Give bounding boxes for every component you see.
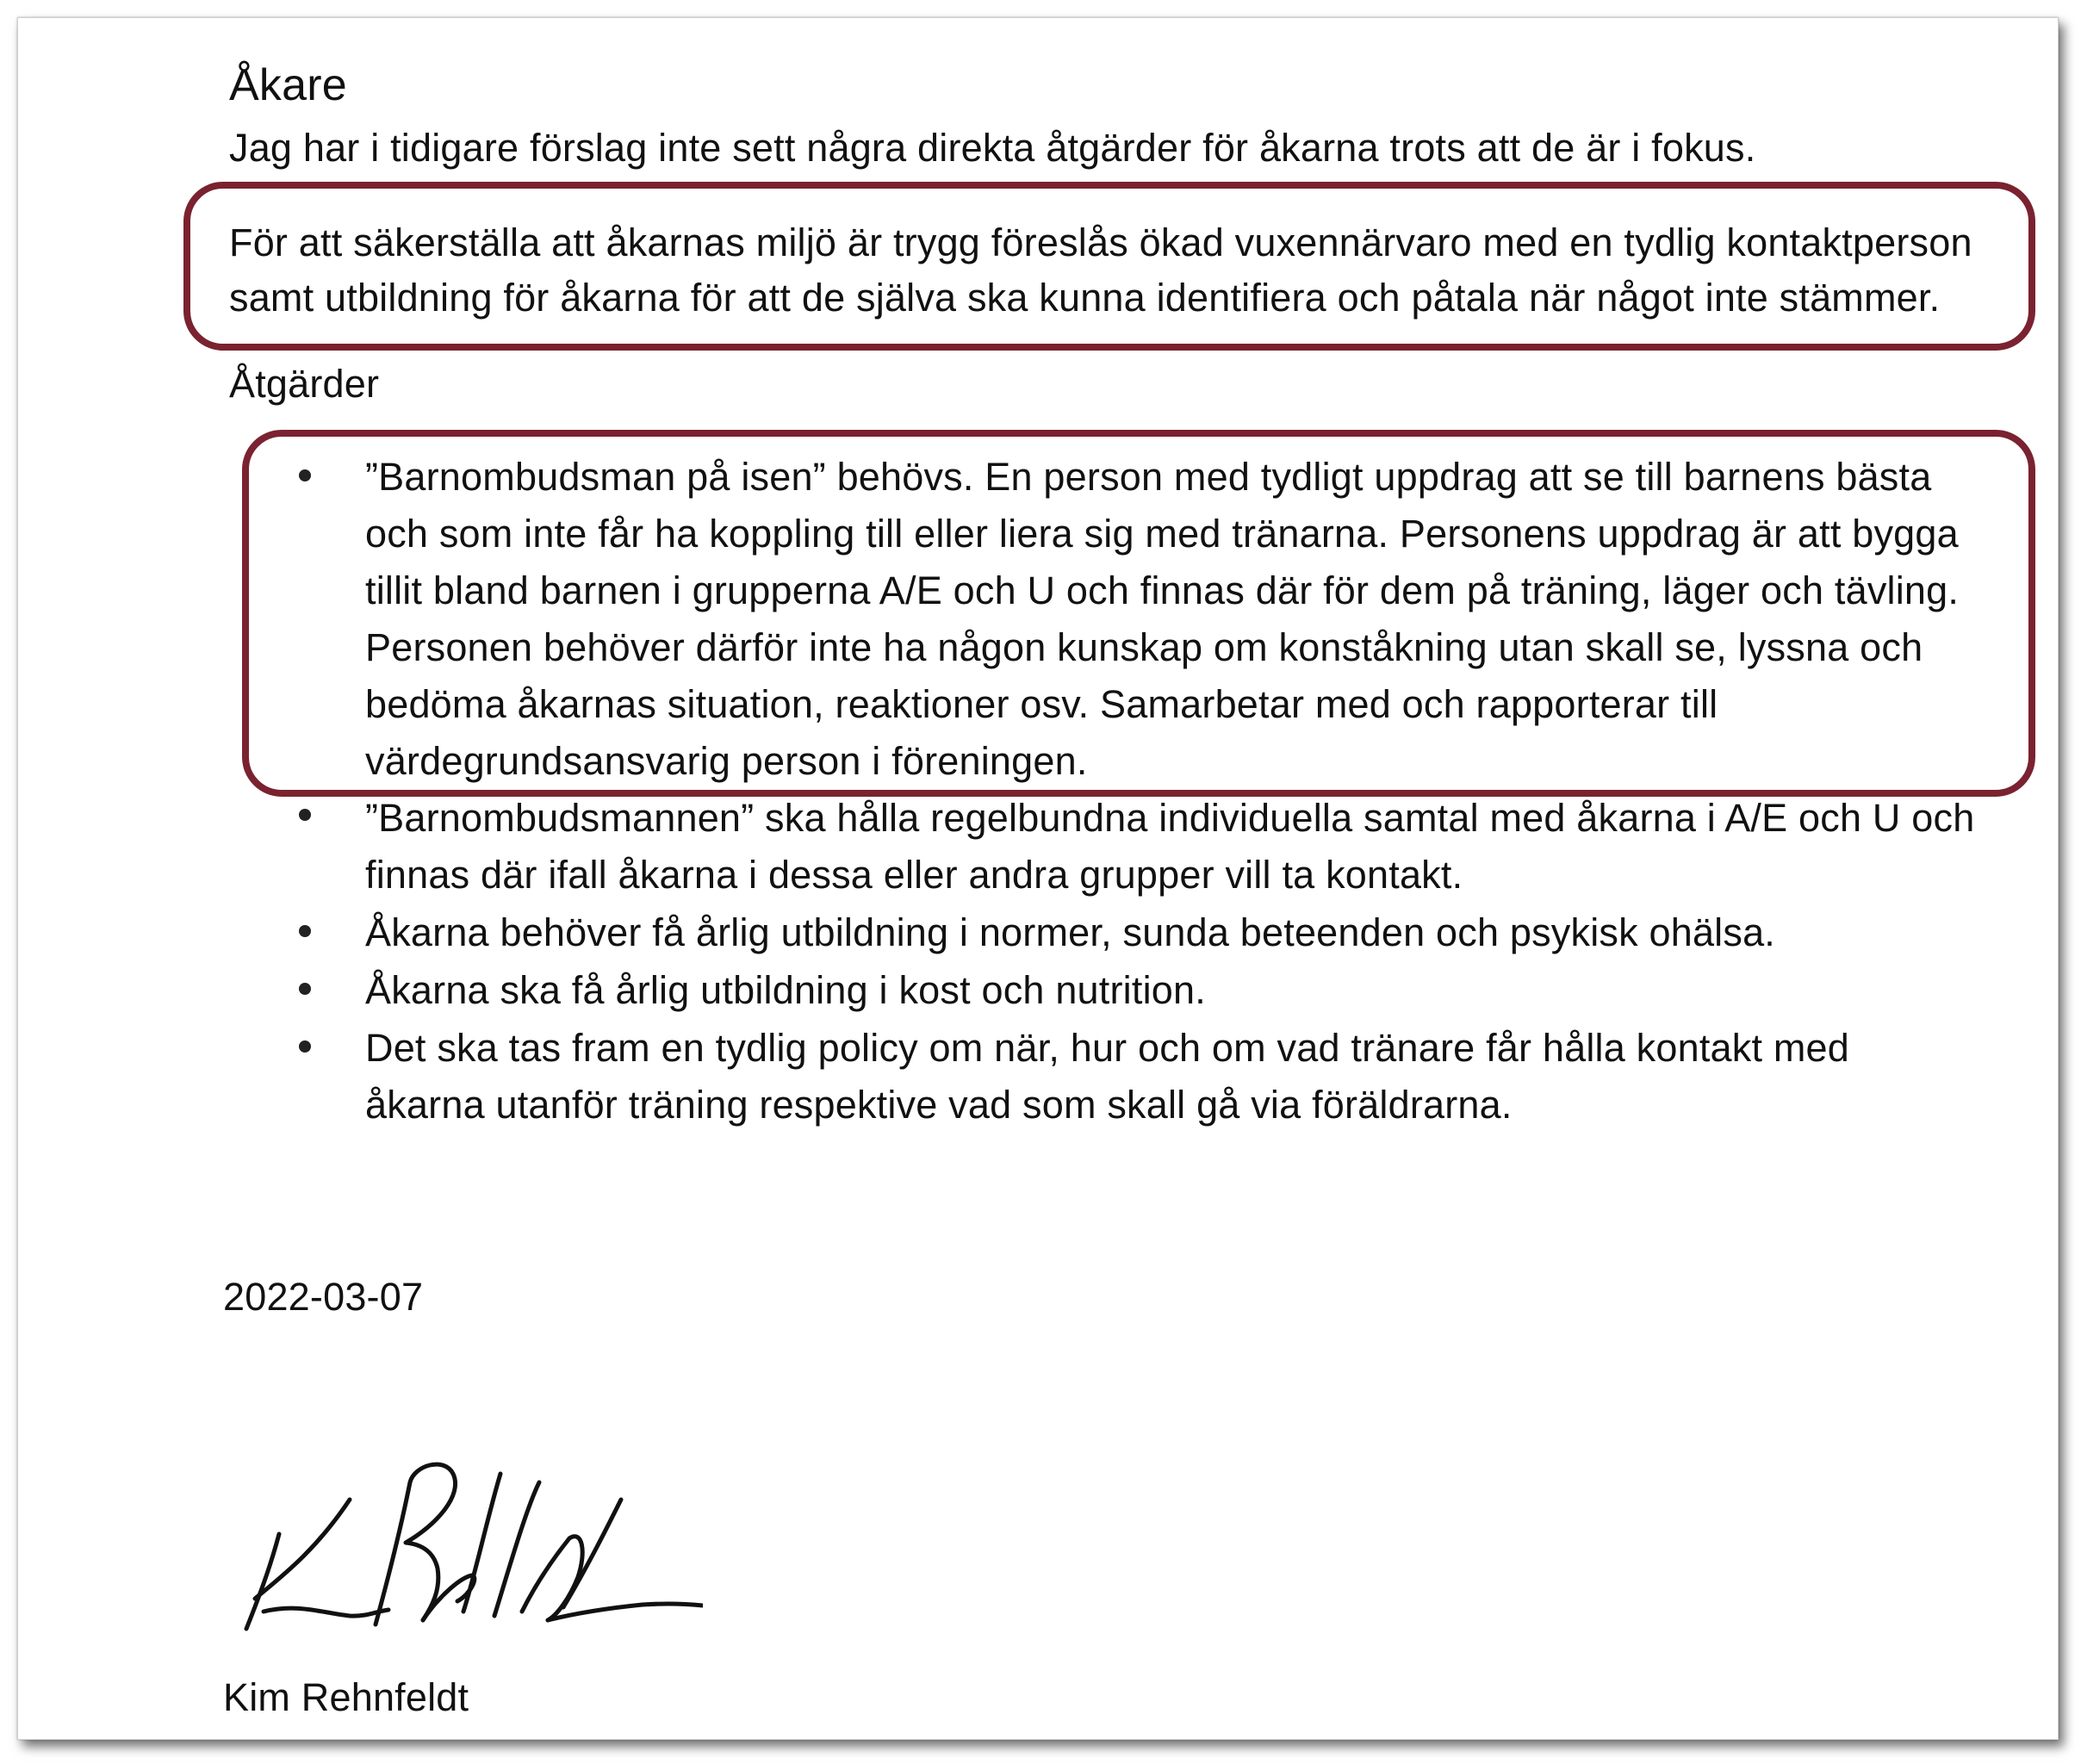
proposal-line-1: För att säkerställa att åkarnas miljö är trygg föreslås ökad vuxennärvaro med en tydlig kontaktperson <box>229 220 1972 264</box>
bullet-1-line-2: och som inte får ha koppling till eller liera sig med tränarna. Personens uppdrag är att bygga <box>365 512 1959 556</box>
bullet-1-line-4: Personen behöver därför inte ha någon kunskap om konståkning utan skall se, lyssna och <box>365 625 1923 669</box>
bullet-dot <box>299 469 311 481</box>
bullet-dot <box>299 809 311 821</box>
signatory-name: Kim Rehnfeldt <box>223 1675 469 1719</box>
bullet-3-line-1: Åkarna behöver få årlig utbildning i normer, sunda beteenden och psykisk ohälsa. <box>365 910 1776 954</box>
bullet-4-line-1: Åkarna ska få årlig utbildning i kost och nutrition. <box>365 968 1206 1012</box>
document-page <box>17 17 2059 1740</box>
handwritten-signature <box>238 1448 703 1637</box>
bullet-2-line-1: ”Barnombudsmannen” ska hålla regelbundna individuella samtal med åkarna i A/E och U och <box>365 796 1975 840</box>
document-date: 2022-03-07 <box>223 1275 424 1319</box>
bullet-5-line-1: Det ska tas fram en tydlig policy om när, hur och om vad tränare får hålla kontakt med <box>365 1026 1850 1070</box>
measures-heading: Åtgärder <box>229 362 380 406</box>
bullet-5-line-2: åkarna utanför träning respektive vad som skall gå via föräldrarna. <box>365 1083 1513 1127</box>
intro-text: Jag har i tidigare förslag inte sett några direkta åtgärder för åkarna trots att de är i fokus. <box>229 126 1756 170</box>
bullet-1-line-6: värdegrundsansvarig person i föreningen. <box>365 739 1088 783</box>
bullet-1-line-5: bedöma åkarnas situation, reaktioner osv. Samarbetar med och rapporterar till <box>365 682 1718 726</box>
bullet-dot <box>299 925 311 937</box>
bullet-1-line-3: tillit bland barnen i grupperna A/E och U och finnas där för dem på träning, läger och tävling. <box>365 568 1960 612</box>
bullet-1-line-1: ”Barnombudsman på isen” behövs. En person med tydligt uppdrag att se till barnens bästa <box>365 455 1932 499</box>
bullet-dot <box>299 983 311 995</box>
proposal-highlight-box <box>183 182 2035 351</box>
section-title: Åkare <box>229 60 347 110</box>
proposal-line-2: samt utbildning för åkarna för att de själva ska kunna identifiera och påtala när något inte stämmer. <box>229 276 1941 320</box>
bullet-2-line-2: finnas där ifall åkarna i dessa eller andra grupper vill ta kontakt. <box>365 853 1463 897</box>
bullet-dot <box>299 1040 311 1053</box>
